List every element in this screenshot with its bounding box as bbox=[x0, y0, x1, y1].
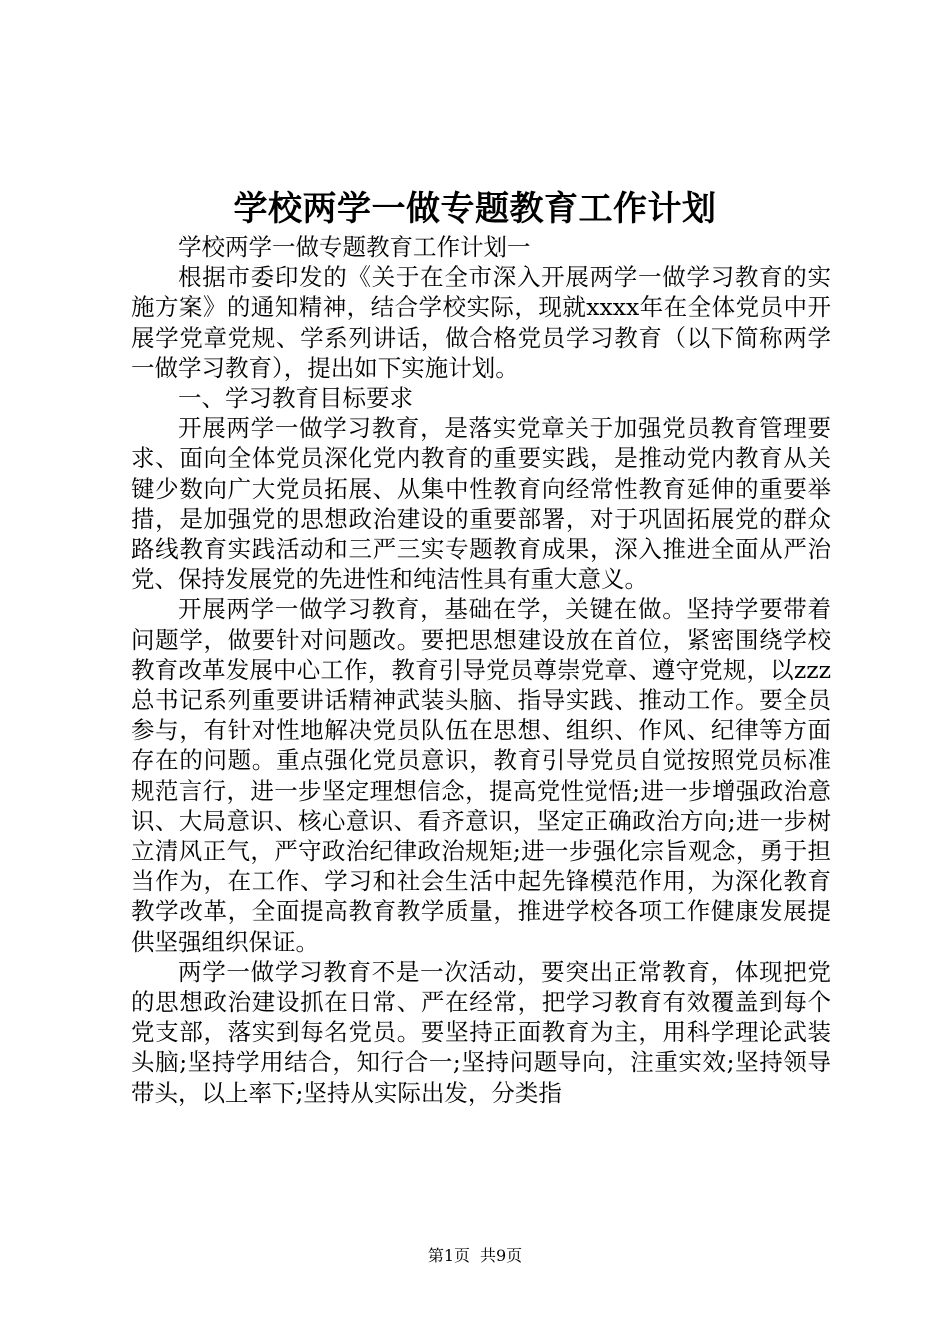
body-paragraph: 开展两学一做学习教育，是落实党章关于加强党员教育管理要求、面向全体党员深化党内教育的重要实践，是推动党内教育从关键少数向广大党员拓展、从集中性教育向经常性教育延伸的重要举措，是加强党的思想政治建设的重要部署，对于巩固拓展党的群众路线教育实践活动和三严三实专题教育成果，深入推进全面从严治党、保持发展党的先进性和纯洁性具有重大意义。 bbox=[131, 414, 831, 594]
page-total: 共9页 bbox=[480, 1246, 523, 1265]
body-paragraph: 开展两学一做学习教育，基础在学，关键在做。坚持学要带着问题学，做要针对问题改。要把思想建设放在首位，紧密围绕学校教育改革发展中心工作，教育引导党员尊崇党章、遵守党规，以zzz总书记系列重要讲话精神武装头脑、指导实践、推动工作。要全员参与，有针对性地解决党员队伍在思想、组织、作风、纪律等方面存在的问题。重点强化党员意识，教育引导党员自觉按照党员标准规范言行，进一步坚定理想信念，提高党性觉悟;进一步增强政治意识、大局意识、核心意识、看齐意识，坚定正确政治方向;进一步树立清风正气，严守政治纪律政治规矩;进一步强化宗旨观念，勇于担当作为，在工作、学习和社会生活中起先锋模范作用，为深化教育教学改革，全面提高教育教学质量，推进学校各项工作健康发展提供坚强组织保证。 bbox=[131, 595, 831, 956]
document-body bbox=[131, 232, 831, 1108]
page-number: 第1页 bbox=[427, 1246, 470, 1265]
page-footer bbox=[0, 1245, 950, 1267]
body-paragraph: 两学一做学习教育不是一次活动，要突出正常教育，体现把党的思想政治建设抓在日常、严在经常，把学习教育有效覆盖到每个党支部，落实到每名党员。要坚持正面教育为主，用科学理论武装头脑;坚持学用结合，知行合一;坚持问题导向，注重实效;坚持领导带头，以上率下;坚持从实际出发，分类指 bbox=[131, 957, 831, 1107]
section-heading: 一、学习教育目标要求 bbox=[178, 384, 413, 413]
subtitle-paragraph: 学校两学一做专题教育工作计划一 bbox=[178, 233, 531, 261]
intro-paragraph: 根据市委印发的《关于在全市深入开展两学一做学习教育的实施方案》的通知精神，结合学校实际，现就xxxx年在全体党员中开展学党章党规、学系列讲话，做合格党员学习教育（以下简称两学一做学习教育），提出如下实施计划。 bbox=[131, 263, 831, 382]
document-title: 学校两学一做专题教育工作计划 bbox=[233, 189, 717, 229]
